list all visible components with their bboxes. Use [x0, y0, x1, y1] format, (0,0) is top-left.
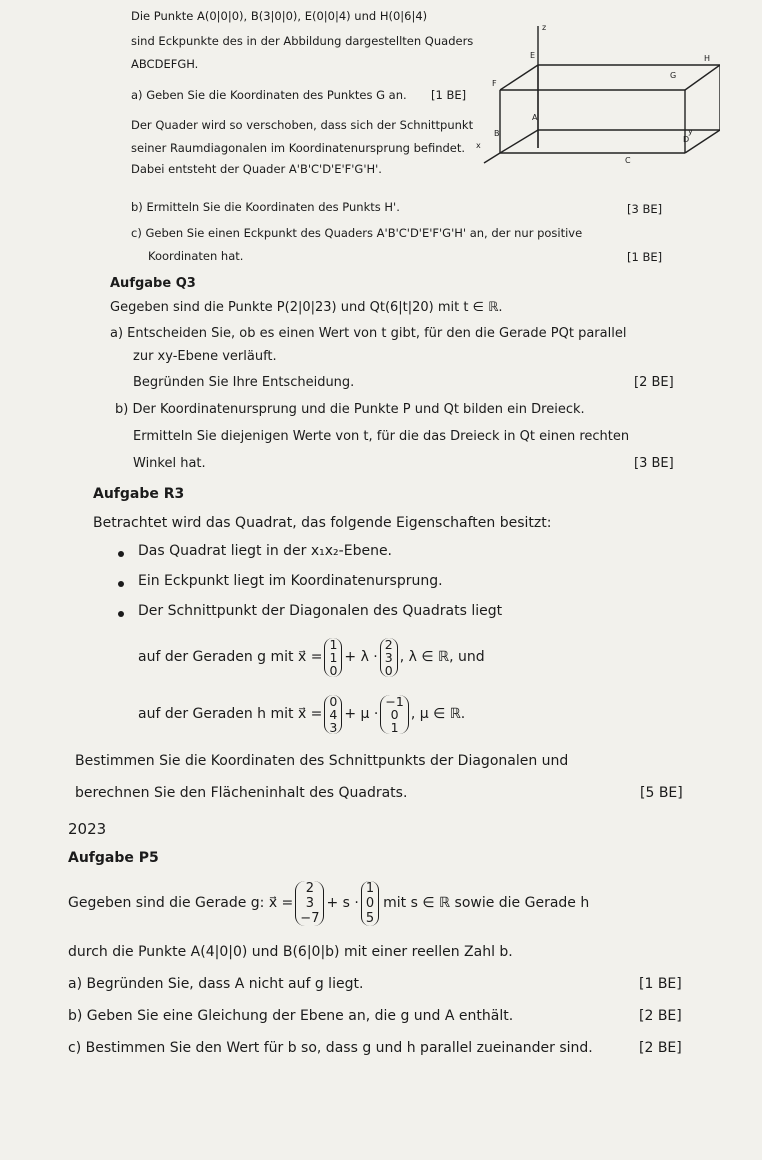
bullet-2	[118, 581, 124, 587]
r3-h-suffix: , μ ∈ ℝ.	[410, 706, 466, 722]
q1-b-text: b) Ermitteln Sie die Koordinaten des Punkts H'.	[131, 200, 400, 214]
vec-entry: 0	[390, 706, 399, 722]
q1-shift-line3: Dabei entsteht der Quader A'B'C'D'E'F'G'H'.	[131, 162, 382, 176]
label-G: G	[670, 71, 677, 80]
vec-entry: 0	[365, 895, 375, 911]
q3-b-points: [3 BE]	[634, 456, 674, 471]
vec-entry: 0	[384, 662, 393, 678]
year-heading: 2023	[68, 820, 107, 838]
bullet-3	[118, 611, 124, 617]
p5-b-text: b) Geben Sie eine Gleichung der Ebene an, die g und A enthält.	[68, 1008, 514, 1024]
vec-entry: 2	[384, 636, 393, 652]
label-C: C	[625, 156, 631, 165]
r3-task-line2: berechnen Sie den Flächeninhalt des Quadrats.	[75, 785, 408, 801]
bullet-1	[118, 551, 124, 557]
p5-a-points: [1 BE]	[639, 976, 682, 992]
q1-c-text2: Koordinaten hat.	[148, 249, 244, 263]
q1-shift-line2: seiner Raumdiagonalen im Koordinatenursprung befindet.	[131, 141, 466, 155]
vec-entry: 1	[329, 649, 338, 665]
vec-entry: 3	[305, 895, 315, 911]
vec-entry: 2	[305, 880, 315, 896]
q3-a-points: [2 BE]	[634, 375, 674, 390]
label-B: B	[494, 129, 500, 138]
vec-entry: 0	[329, 662, 338, 678]
r3-g-direction-vector	[380, 638, 398, 677]
label-F: F	[492, 79, 497, 88]
p5-line-g	[68, 872, 589, 934]
vec-entry: 1	[329, 636, 338, 652]
r3-g-support-vector	[324, 638, 342, 677]
label-H: H	[704, 54, 711, 63]
label-A: A	[532, 113, 538, 122]
p5-g-plus: + s ·	[326, 895, 359, 911]
vec-entry: −7	[300, 910, 320, 926]
p5-intro-prefix: Gegeben sind die Gerade g: x⃗ =	[68, 895, 294, 911]
q1-intro-line3: ABCDEFGH.	[131, 57, 199, 71]
q1-a-text: a) Geben Sie die Koordinaten des Punktes G an.	[131, 88, 407, 102]
q3-a-line1: a) Entscheiden Sie, ob es einen Wert von t gibt, für den die Gerade PQt parallel	[110, 326, 627, 341]
r3-bullet1: Das Quadrat liegt in der x₁x₂-Ebene.	[138, 543, 393, 559]
p5-intro-suffix: mit s ∈ ℝ sowie die Gerade h	[383, 895, 590, 911]
r3-g-suffix: , λ ∈ ℝ, und	[399, 649, 485, 665]
r3-h-plus: + μ ·	[344, 706, 379, 722]
q1-c-points: [1 BE]	[627, 250, 663, 264]
vec-entry: 3	[384, 649, 393, 665]
r3-g-prefix: auf der Geraden g mit x⃗ =	[138, 649, 323, 665]
q1-intro-line2: sind Eckpunkte des in der Abbildung dargestellten Quaders	[131, 34, 474, 48]
q3-title: Aufgabe Q3	[110, 276, 196, 291]
p5-title: Aufgabe P5	[68, 850, 159, 866]
q3-intro: Gegeben sind die Punkte P(2|0|23) und Qt(6|t|20) mit t ∈ ℝ.	[110, 300, 503, 315]
label-x: x	[476, 141, 481, 150]
r3-line-h	[138, 689, 465, 739]
p5-b-points: [2 BE]	[639, 1008, 682, 1024]
r3-h-prefix: auf der Geraden h mit x⃗ =	[138, 706, 323, 722]
label-z: z	[542, 23, 547, 32]
p5-c-text: c) Bestimmen Sie den Wert für b so, dass g und h parallel zueinander sind.	[68, 1040, 593, 1056]
q3-b-line2: Ermitteln Sie diejenigen Werte von t, für die das Dreieck in Qt einen rechten	[133, 429, 630, 444]
r3-task-line1: Bestimmen Sie die Koordinaten des Schnittpunkts der Diagonalen und	[75, 753, 569, 769]
q3-a-line2: zur xy-Ebene verläuft.	[133, 349, 277, 364]
q1-intro-line1: Die Punkte A(0|0|0), B(3|0|0), E(0|0|4) und H(0|6|4)	[131, 9, 428, 23]
cuboid-figure	[470, 20, 720, 170]
r3-points: [5 BE]	[640, 785, 683, 801]
label-D: D	[683, 135, 690, 144]
label-E: E	[530, 51, 536, 60]
q1-shift-line1: Der Quader wird so verschoben, dass sich der Schnittpunkt	[131, 118, 474, 132]
q1-a-points: [1 BE]	[431, 88, 467, 102]
r3-bullet2: Ein Eckpunkt liegt im Koordinatenursprung.	[138, 573, 443, 589]
vec-entry: 1	[390, 719, 399, 735]
vec-entry: 3	[329, 719, 338, 735]
q3-b-line1: b) Der Koordinatenursprung und die Punkte P und Qt bilden ein Dreieck.	[115, 402, 585, 417]
r3-h-support-vector	[324, 695, 342, 734]
p5-a-text: a) Begründen Sie, dass A nicht auf g liegt.	[68, 976, 364, 992]
p5-g-direction-vector	[361, 881, 379, 926]
vec-entry: −1	[385, 693, 404, 709]
r3-bullet3: Der Schnittpunkt der Diagonalen des Quadrats liegt	[138, 603, 503, 619]
r3-intro: Betrachtet wird das Quadrat, das folgende Eigenschaften besitzt:	[93, 515, 552, 531]
label-y: y	[688, 127, 693, 136]
vec-entry: 4	[329, 706, 338, 722]
vec-entry: 0	[329, 693, 338, 709]
q3-a-line3: Begründen Sie Ihre Entscheidung.	[133, 375, 355, 390]
vec-entry: 5	[365, 910, 375, 926]
q3-b-line3: Winkel hat.	[133, 456, 206, 471]
r3-title: Aufgabe R3	[93, 486, 185, 502]
q1-c-text: c) Geben Sie einen Eckpunkt des Quaders A'B'C'D'E'F'G'H' an, der nur positive	[131, 226, 583, 240]
vec-entry: 1	[365, 880, 375, 896]
r3-g-plus: + λ ·	[344, 649, 378, 665]
p5-g-support-vector	[295, 881, 324, 926]
r3-line-g	[138, 632, 485, 682]
r3-h-direction-vector	[380, 695, 408, 734]
p5-intro-line2: durch die Punkte A(4|0|0) und B(6|0|b) mit einer reellen Zahl b.	[68, 944, 513, 960]
q1-b-points: [3 BE]	[627, 202, 663, 216]
p5-c-points: [2 BE]	[639, 1040, 682, 1056]
